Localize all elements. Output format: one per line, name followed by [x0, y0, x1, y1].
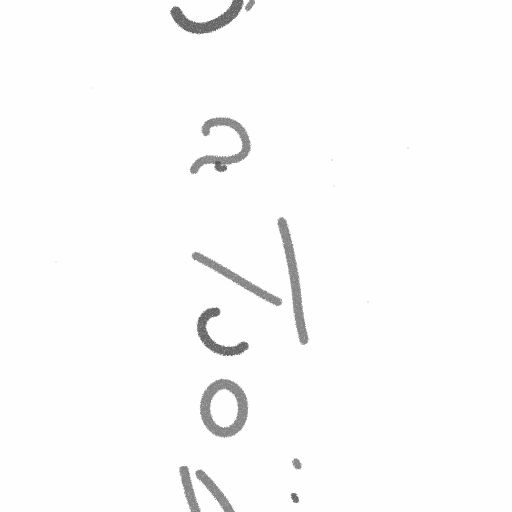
glyph-dot-lower	[294, 496, 296, 500]
glyph-dot-upper	[296, 462, 298, 466]
glyph-7-bar	[196, 256, 278, 302]
glyph-o	[205, 384, 243, 432]
glyph-s-top	[176, 2, 238, 28]
glyph-s-top-stub	[248, 2, 252, 8]
glyph-bottom-partial	[184, 470, 230, 512]
glyph-7-stem	[282, 222, 304, 340]
glyph-c-small	[202, 312, 244, 351]
